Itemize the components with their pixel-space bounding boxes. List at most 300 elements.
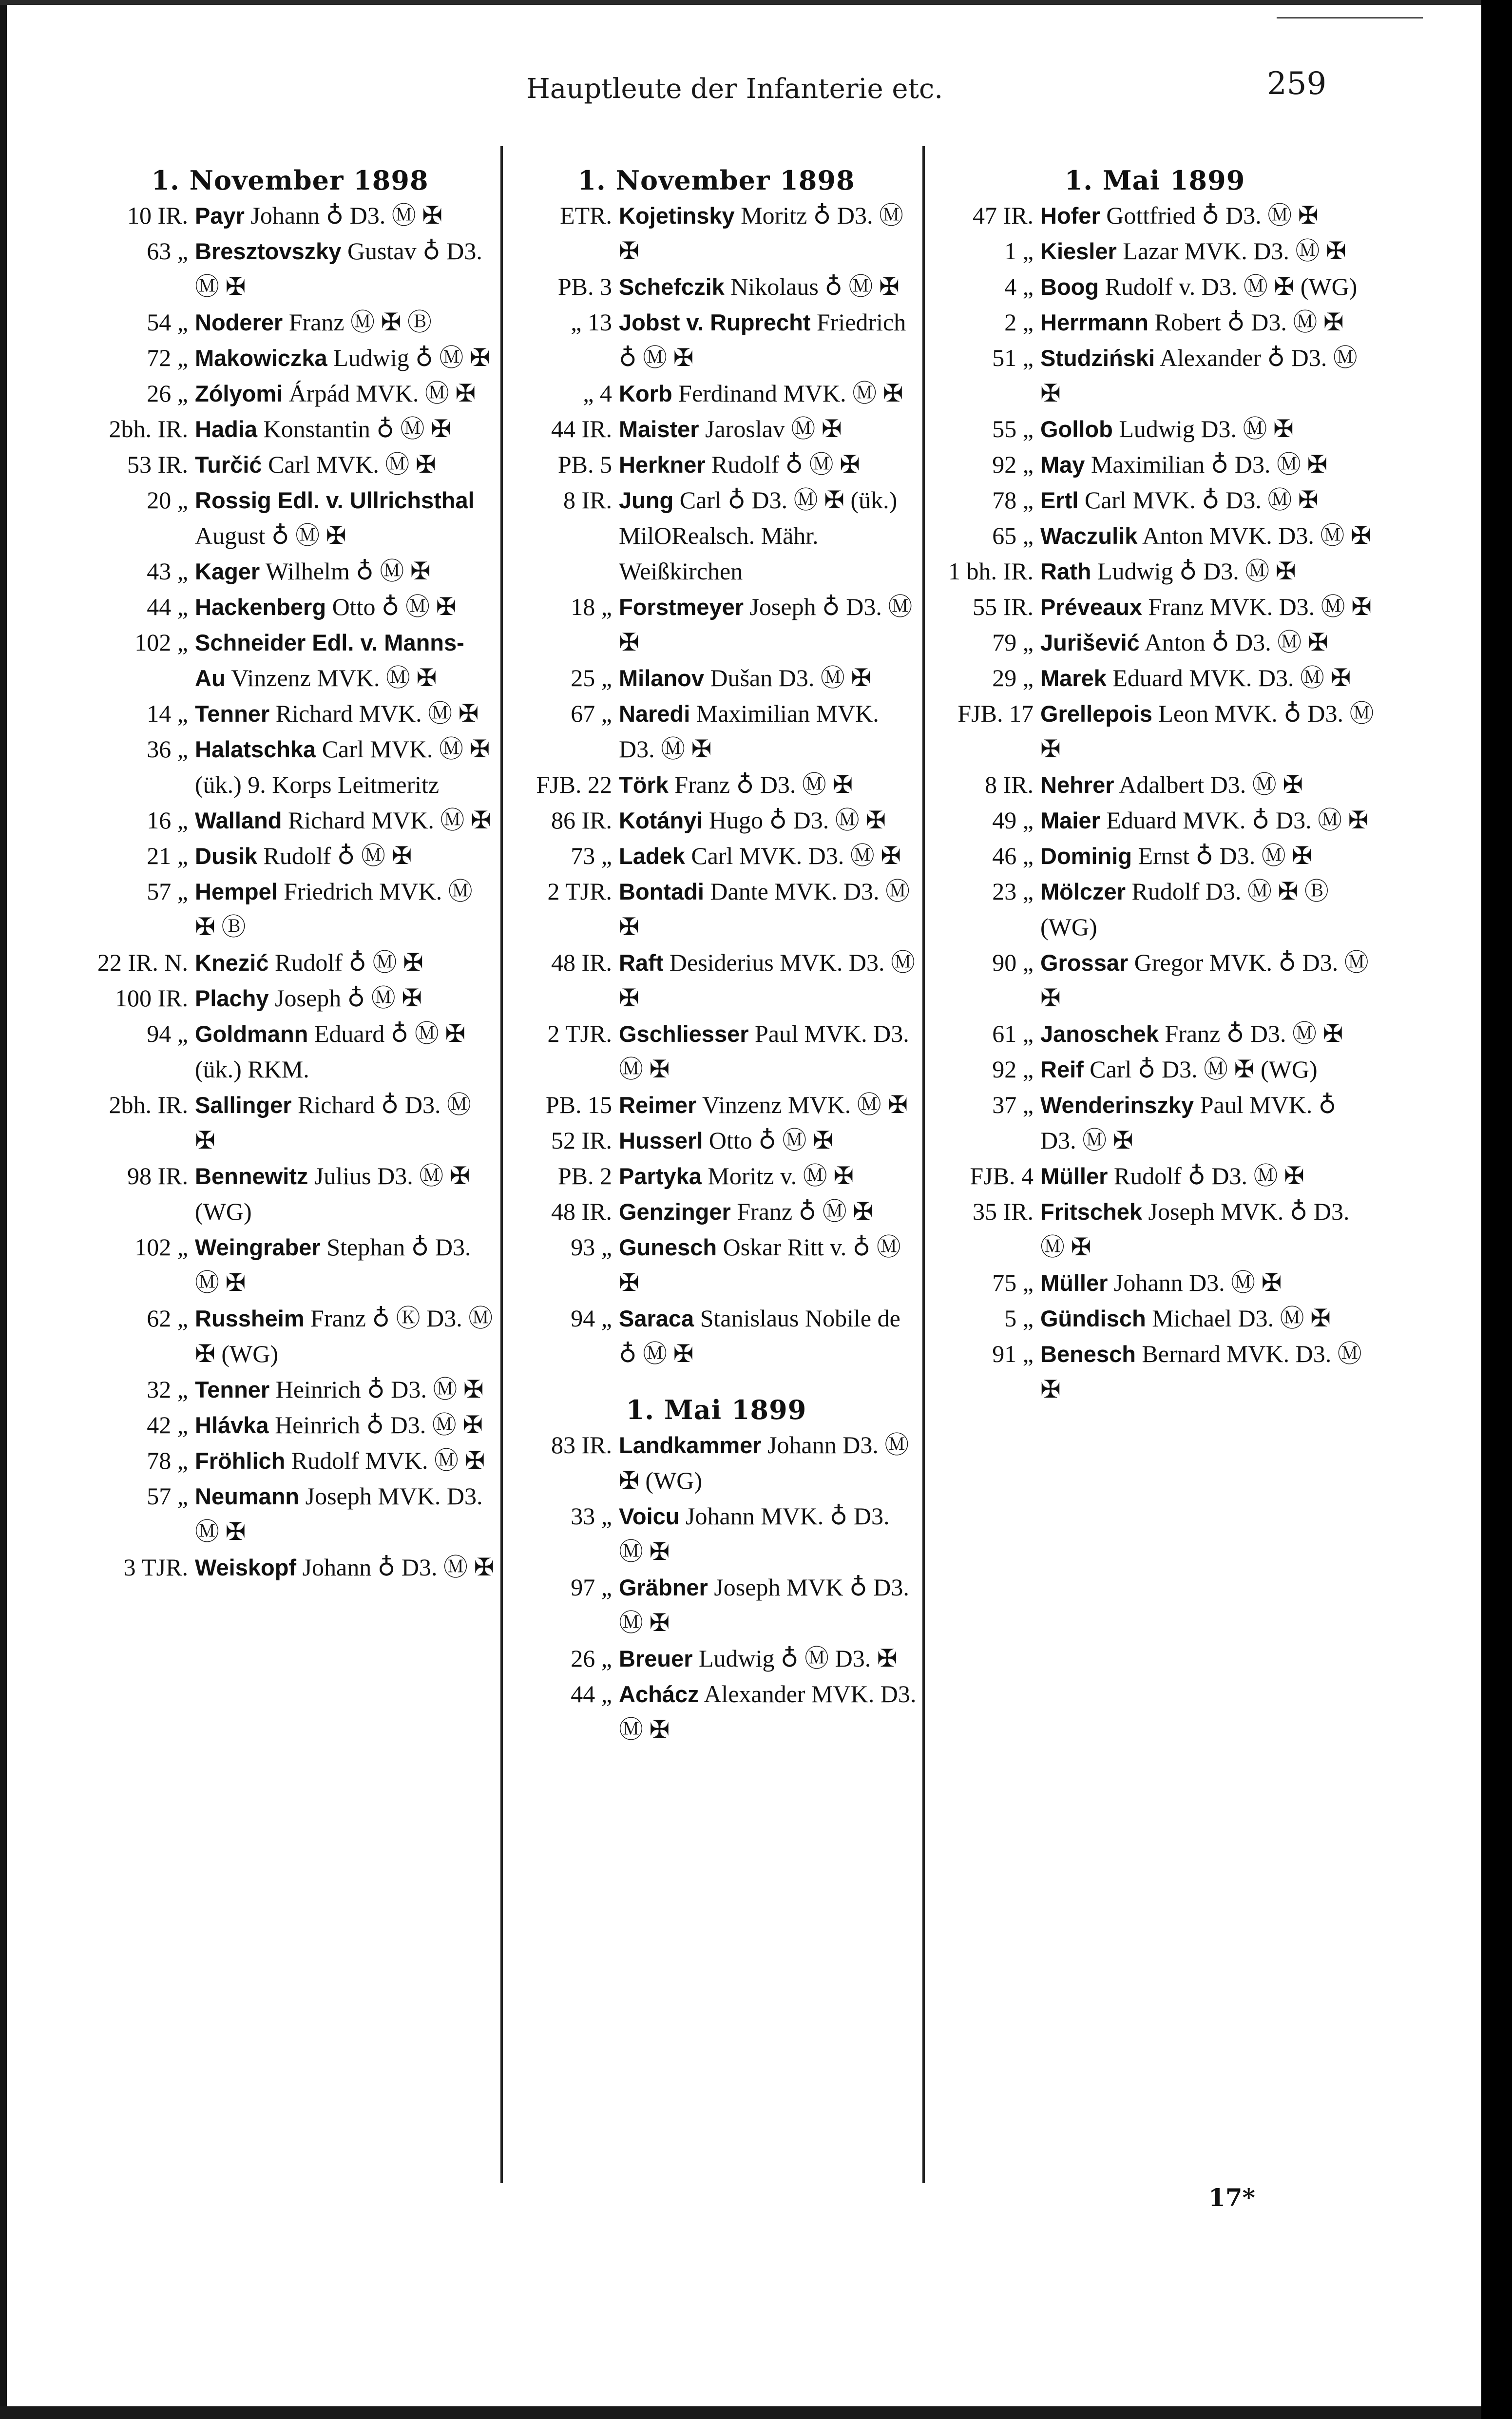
list-item	[936, 874, 1374, 945]
officer-entry	[195, 696, 495, 731]
regiment-label: 48 IR.	[551, 1198, 612, 1225]
regiment-label: PB. 3	[557, 273, 612, 300]
officer-surname: Müller	[1040, 1163, 1108, 1189]
list-item	[936, 233, 1374, 269]
officer-details: Vinzenz MVK. Ⓜ ✠	[231, 664, 437, 691]
officer-details: Franz Ⓜ ✠ Ⓑ	[288, 308, 432, 336]
regiment-label: 35 IR.	[973, 1198, 1034, 1225]
regiment-label: 42 „	[147, 1411, 188, 1439]
officer-surname: Landkammer	[619, 1432, 762, 1458]
officer-details: Maximilian MVK. D3. Ⓜ ✠	[619, 700, 879, 763]
list-item	[85, 447, 495, 482]
officer-details: Maximilian ♁ D3. Ⓜ ✠	[1091, 451, 1328, 478]
list-item	[85, 625, 495, 696]
officer-details: Richard MVK. Ⓜ ✠	[287, 806, 491, 834]
officer-surname: Achácz	[619, 1681, 699, 1707]
list-item	[85, 945, 495, 980]
regiment-label: „ 4	[583, 380, 612, 407]
officer-entry	[619, 1301, 919, 1372]
officer-entry	[619, 411, 919, 447]
officer-details: Johann ♁ D3. Ⓜ ✠	[302, 1554, 495, 1581]
officer-details: Rudolf v. D3. Ⓜ ✠ (WG)	[1105, 273, 1358, 300]
list-item	[514, 1676, 919, 1747]
officer-entry	[619, 376, 919, 411]
officer-entry	[619, 1016, 919, 1087]
list-item	[85, 1372, 495, 1407]
regiment-label: 100 IR.	[115, 984, 188, 1012]
list-item	[936, 767, 1374, 803]
officer-details: Rudolf ♁ D3. Ⓜ ✠	[1113, 1162, 1304, 1190]
section-heading-2: 1. Mai 1899	[626, 1394, 807, 1425]
regiment-label: „ 13	[571, 308, 612, 336]
officer-entry	[619, 447, 919, 482]
officer-details: Franz MVK. D3. Ⓜ ✠	[1148, 593, 1372, 620]
officer-details: August ♁ Ⓜ ✠	[195, 522, 346, 549]
officer-details: Jaroslav Ⓜ ✠	[705, 415, 842, 442]
regiment-label: 20 „	[147, 486, 188, 514]
officer-entry	[195, 1550, 495, 1585]
officer-entry	[1040, 660, 1374, 696]
officer-surname: Kojetinsky	[619, 203, 735, 229]
list-item	[514, 874, 919, 945]
list-item	[85, 980, 495, 1016]
officer-surname: Hlávka	[195, 1412, 269, 1438]
list-item	[514, 660, 919, 696]
regiment-label: PB. 5	[557, 451, 612, 478]
officer-entry	[619, 1427, 919, 1498]
list-item	[85, 1229, 495, 1301]
officer-entry	[195, 1407, 495, 1443]
regiment-label: 83 IR.	[551, 1431, 612, 1459]
regiment-label: 33 „	[571, 1502, 612, 1530]
officer-entry	[1040, 411, 1374, 447]
list-item	[514, 376, 919, 411]
officer-surname: Reimer	[619, 1092, 697, 1118]
officer-entry	[619, 198, 919, 269]
list-item	[936, 1052, 1374, 1087]
regiment-label: 18 „	[571, 593, 612, 620]
officer-surname: Jung	[619, 487, 674, 513]
regiment-label: 1 „	[1004, 237, 1034, 265]
list-item	[936, 198, 1374, 233]
officer-surname: Marek	[1040, 665, 1107, 691]
list-item	[514, 1194, 919, 1229]
officer-details: Carl ♁ D3. Ⓜ ✠ (WG)	[1090, 1056, 1318, 1083]
regiment-label: 25 „	[571, 664, 612, 691]
list-item	[936, 625, 1374, 660]
list-item	[514, 269, 919, 305]
officer-surname: Wenderinszky	[1040, 1092, 1194, 1118]
officer-entry	[619, 269, 919, 305]
officer-entry	[195, 1301, 495, 1372]
list-item	[514, 305, 919, 376]
officer-details: Desiderius MVK. D3. Ⓜ ✠	[619, 949, 916, 1012]
regiment-label: 93 „	[571, 1233, 612, 1261]
regiment-label: 55 IR.	[973, 593, 1034, 620]
officer-surname: Halatschka	[195, 736, 316, 762]
entry-list	[85, 198, 495, 1585]
officer-details: Konstantin ♁ Ⓜ ✠	[263, 415, 451, 442]
officer-details: Eduard MVK. D3. Ⓜ ✠	[1112, 664, 1351, 691]
regiment-label: PB. 2	[557, 1162, 612, 1190]
officer-surname: Sallinger	[195, 1092, 292, 1118]
regiment-label: 26 „	[571, 1645, 612, 1672]
officer-entry	[1040, 269, 1374, 305]
list-item	[514, 1427, 919, 1498]
regiment-label: 37 „	[992, 1091, 1034, 1118]
officer-surname: Nehrer	[1040, 772, 1114, 798]
officer-surname: Ertl	[1040, 487, 1079, 513]
officer-details: Johann MVK. ♁ D3. Ⓜ ✠	[619, 1502, 890, 1565]
regiment-label: 97 „	[571, 1574, 612, 1601]
officer-entry	[195, 838, 495, 874]
officer-details: Gottfried ♁ D3. Ⓜ ✠	[1106, 202, 1319, 229]
officer-surname: Boog	[1040, 274, 1099, 300]
list-item	[85, 340, 495, 376]
officer-details: Michael D3. Ⓜ ✠	[1152, 1305, 1331, 1332]
scan-border-bottom	[0, 2406, 1481, 2419]
list-item	[85, 589, 495, 625]
regiment-label: 62 „	[147, 1305, 188, 1332]
list-item	[85, 305, 495, 340]
officer-details: Friedrich ♁ Ⓜ ✠	[619, 308, 906, 371]
officer-surname: Dominig	[1040, 843, 1132, 869]
officer-details: Gregor MVK. ♁ D3. Ⓜ ✠	[1040, 949, 1369, 1012]
officer-surname: Walland	[195, 807, 282, 833]
officer-entry	[1040, 625, 1374, 660]
officer-details: Carl MVK. D3. Ⓜ ✠	[691, 842, 901, 869]
list-item	[936, 589, 1374, 625]
officer-entry	[195, 980, 495, 1016]
officer-surname: May	[1040, 452, 1085, 478]
officer-entry	[1040, 1158, 1374, 1194]
page-number: 259	[1267, 66, 1327, 102]
regiment-label: 90 „	[992, 949, 1034, 976]
officer-surname: Milanov	[619, 665, 704, 691]
regiment-label: 8 IR.	[563, 486, 612, 514]
regiment-label: 43 „	[147, 557, 188, 585]
officer-entry	[195, 198, 495, 233]
regiment-label: 10 IR.	[127, 202, 188, 229]
officer-entry	[195, 482, 495, 554]
regiment-label: 48 IR.	[551, 949, 612, 976]
list-item	[514, 1570, 919, 1641]
officer-surname: Maister	[619, 416, 699, 442]
officer-entry	[619, 1570, 919, 1641]
regiment-label: 36 „	[147, 735, 188, 763]
scan-mark	[1277, 17, 1423, 19]
officer-entry	[619, 1641, 919, 1676]
regiment-label: 94 „	[571, 1305, 612, 1332]
regiment-label: 91 „	[992, 1340, 1034, 1367]
officer-entry	[619, 1158, 919, 1194]
regiment-label: 94 „	[147, 1020, 188, 1047]
officer-details: Joseph ♁ Ⓜ ✠	[275, 984, 422, 1012]
regiment-label: 54 „	[147, 308, 188, 336]
officer-details: Carl MVK. ♁ D3. Ⓜ ✠	[1084, 486, 1319, 514]
officer-surname: Schefczik	[619, 274, 725, 300]
officer-surname: Törk	[619, 772, 669, 798]
officer-surname: Studziński	[1040, 345, 1155, 371]
officer-entry	[619, 482, 919, 589]
officer-surname: Saraca	[619, 1305, 694, 1331]
officer-details: Carl MVK. Ⓜ ✠ (ük.) 9. Korps Leitmeritz	[195, 735, 490, 798]
officer-entry	[619, 589, 919, 660]
list-item	[936, 554, 1374, 589]
officer-details: Rudolf ♁ Ⓜ ✠	[263, 842, 412, 869]
officer-entry	[195, 376, 495, 411]
list-item	[936, 340, 1374, 411]
list-item	[85, 838, 495, 874]
officer-details: Eduard ♁ Ⓜ ✠ (ük.) RKM.	[195, 1020, 466, 1083]
officer-entry	[1040, 447, 1374, 482]
officer-details: Rudolf MVK. Ⓜ ✠	[291, 1447, 485, 1474]
officer-entry	[619, 696, 919, 767]
list-item	[514, 1641, 919, 1676]
officer-details: Árpád MVK. Ⓜ ✠	[288, 380, 476, 407]
list-item	[514, 945, 919, 1016]
officer-details: Joseph MVK. ♁ D3. Ⓜ ✠	[1040, 1198, 1350, 1261]
regiment-label: 44 „	[147, 593, 188, 620]
scan-border-right	[1481, 0, 1512, 2419]
officer-details: Anton ♁ D3. Ⓜ ✠	[1144, 629, 1328, 656]
officer-surname: Payr	[195, 203, 245, 229]
regiment-label: 29 „	[992, 664, 1034, 691]
officer-entry	[619, 305, 919, 376]
officer-entry	[195, 340, 495, 376]
list-item	[85, 233, 495, 305]
regiment-label: 52 IR.	[551, 1127, 612, 1154]
list-item	[514, 1158, 919, 1194]
officer-surname: Maier	[1040, 807, 1100, 833]
officer-details: Otto ♁ Ⓜ ✠	[708, 1127, 833, 1154]
list-item	[936, 838, 1374, 874]
officer-entry	[619, 1087, 919, 1123]
regiment-label: 46 „	[992, 842, 1034, 869]
officer-entry	[1040, 1016, 1374, 1052]
regiment-label: 47 IR.	[973, 202, 1034, 229]
officer-entry	[619, 1194, 919, 1229]
list-item	[514, 411, 919, 447]
officer-surname: Fritschek	[1040, 1199, 1142, 1225]
regiment-label: 53 IR.	[127, 451, 188, 478]
officer-surname: Herrmann	[1040, 309, 1149, 335]
officer-surname: Breuer	[619, 1646, 693, 1671]
officer-details: Paul MVK. D3. Ⓜ ✠	[619, 1020, 909, 1083]
officer-surname: Rath	[1040, 558, 1091, 584]
list-item	[514, 1498, 919, 1570]
officer-details: Rudolf D3. Ⓜ ✠ Ⓑ (WG)	[1040, 878, 1329, 941]
list-item	[85, 1407, 495, 1443]
list-item	[85, 1478, 495, 1550]
scan-border-left	[0, 0, 7, 2419]
officer-details: Moritz ♁ D3. Ⓜ ✠	[619, 202, 904, 265]
list-item	[85, 874, 495, 945]
officer-details: Joseph ♁ D3. Ⓜ ✠	[619, 593, 913, 656]
officer-details: Adalbert D3. Ⓜ ✠	[1119, 771, 1303, 798]
officer-surname: Bresztovszky	[195, 238, 342, 264]
officer-details: Rudolf ♁ Ⓜ ✠	[275, 949, 423, 976]
officer-surname: Kiesler	[1040, 238, 1117, 264]
officer-surname: Makowiczka	[195, 345, 327, 371]
list-item	[936, 1336, 1374, 1407]
list-item	[514, 589, 919, 660]
officer-entry	[195, 1478, 495, 1550]
officer-entry	[1040, 305, 1374, 340]
officer-surname: Grellepois	[1040, 701, 1152, 727]
regiment-label: FJB. 17	[957, 700, 1034, 727]
officer-details: Stanislaus Nobile de ♁ Ⓜ ✠	[619, 1305, 900, 1367]
officer-surname: Hadia	[195, 416, 257, 442]
officer-entry	[1040, 767, 1374, 803]
officer-surname: Forstmeyer	[619, 594, 744, 620]
officer-details: Ernst ♁ D3. Ⓜ ✠	[1138, 842, 1313, 869]
officer-details: Julius D3. Ⓜ ✠ (WG)	[195, 1162, 470, 1225]
officer-entry	[619, 1676, 919, 1747]
officer-surname: Naredi	[619, 701, 690, 727]
officer-details: Carl MVK. Ⓜ ✠	[268, 451, 436, 478]
officer-surname: Préveaux	[1040, 594, 1143, 620]
list-item	[85, 376, 495, 411]
officer-surname: Tenner	[195, 1377, 270, 1402]
entry-list-2	[514, 1427, 919, 1747]
officer-surname: Fröhlich	[195, 1448, 286, 1474]
officer-details: Johann ♁ D3. Ⓜ ✠	[250, 202, 443, 229]
officer-surname: Jobst v. Ruprecht	[619, 309, 811, 335]
officer-entry	[195, 447, 495, 482]
list-item	[85, 482, 495, 554]
officer-surname: Gräbner	[619, 1574, 708, 1600]
officer-entry	[619, 838, 919, 874]
officer-details: Dante MVK. D3. Ⓜ ✠	[619, 878, 910, 941]
officer-details: Rudolf ♁ Ⓜ ✠	[711, 451, 861, 478]
officer-details: Moritz v. Ⓜ ✠	[708, 1162, 854, 1190]
list-item	[514, 696, 919, 767]
officer-details: Johann D3. Ⓜ ✠	[1113, 1269, 1282, 1296]
list-item	[936, 1301, 1374, 1336]
officer-details: Oskar Ritt v. ♁ Ⓜ ✠	[619, 1233, 901, 1296]
list-item	[514, 767, 919, 803]
officer-entry	[619, 874, 919, 945]
regiment-label: 72 „	[147, 344, 188, 371]
officer-surname: Gündisch	[1040, 1305, 1146, 1331]
officer-entry	[195, 1158, 495, 1229]
officer-surname: Russheim	[195, 1305, 305, 1331]
officer-entry	[1040, 340, 1374, 411]
officer-surname: Goldmann	[195, 1021, 308, 1047]
officer-details: Wilhelm ♁ Ⓜ ✠	[265, 557, 431, 585]
officer-surname: Benesch	[1040, 1341, 1136, 1367]
officer-entry	[1040, 945, 1374, 1016]
list-item	[936, 518, 1374, 554]
officer-details: Robert ♁ D3. Ⓜ ✠	[1154, 308, 1344, 336]
list-item	[514, 1087, 919, 1123]
officer-surname: Knezić	[195, 950, 269, 976]
officer-surname: Hackenberg	[195, 594, 326, 620]
regiment-label: 78 „	[147, 1447, 188, 1474]
officer-surname: Weingraber	[195, 1234, 321, 1260]
regiment-label: 65 „	[992, 522, 1034, 549]
signature-mark: 17*	[1208, 2183, 1255, 2212]
regiment-label: 44 IR.	[551, 415, 612, 442]
officer-details: Eduard MVK. ♁ D3. Ⓜ ✠	[1106, 806, 1369, 834]
list-item	[85, 1550, 495, 1585]
officer-entry	[195, 1229, 495, 1301]
regiment-label: 22 IR. N.	[97, 949, 188, 976]
officer-details: Heinrich ♁ D3. Ⓜ ✠	[275, 1376, 484, 1403]
officer-entry	[619, 1229, 919, 1301]
officer-entry	[1040, 1087, 1374, 1158]
officer-entry	[195, 411, 495, 447]
officer-entry	[619, 660, 919, 696]
officer-details: Ludwig ♁ Ⓜ D3. ✠	[699, 1645, 898, 1672]
officer-details: Franz ♁ Ⓚ D3. Ⓜ ✠ (WG)	[195, 1305, 493, 1367]
regiment-label: 86 IR.	[551, 806, 612, 834]
list-item	[936, 1158, 1374, 1194]
officer-details: Joseph MVK. D3. Ⓜ ✠	[195, 1482, 483, 1545]
officer-details: Franz ♁ Ⓜ ✠	[737, 1198, 874, 1225]
officer-entry	[195, 1087, 495, 1158]
list-item	[85, 554, 495, 589]
list-item	[936, 447, 1374, 482]
regiment-label: FJB. 22	[536, 771, 612, 798]
regiment-label: 98 IR.	[127, 1162, 188, 1190]
officer-surname: Dusik	[195, 843, 257, 869]
list-item	[936, 269, 1374, 305]
officer-surname: Janoschek	[1040, 1021, 1159, 1047]
officer-entry	[1040, 482, 1374, 518]
officer-entry	[195, 1016, 495, 1087]
regiment-label: 51 „	[992, 344, 1034, 371]
list-item	[85, 198, 495, 233]
officer-details: Lazar MVK. D3. Ⓜ ✠	[1123, 237, 1346, 265]
column-2	[514, 156, 919, 2183]
list-item	[514, 838, 919, 874]
list-item	[514, 1123, 919, 1158]
regiment-label: 14 „	[147, 700, 188, 727]
officer-details: Carl ♁ D3. Ⓜ ✠ (ük.) MilORealsch. Mähr. Weißkirchen	[619, 486, 898, 585]
officer-entry	[195, 233, 495, 305]
regiment-label: 2 TJR.	[547, 1020, 612, 1047]
regiment-label: 2bh. IR.	[109, 415, 188, 442]
officer-surname: Rossig Edl. v. Ullrichsthal	[195, 487, 475, 513]
officer-entry	[1040, 838, 1374, 874]
officer-surname: Gollob	[1040, 416, 1113, 442]
column-rule-left	[500, 146, 503, 2183]
officer-entry	[619, 1498, 919, 1570]
officer-details: Richard MVK. Ⓜ ✠	[275, 700, 479, 727]
officer-details: Friedrich MVK. Ⓜ ✠ Ⓑ	[195, 878, 473, 941]
list-item	[85, 411, 495, 447]
list-item	[85, 1301, 495, 1372]
list-item	[85, 1158, 495, 1229]
officer-surname: Husserl	[619, 1128, 703, 1153]
regiment-label: PB. 15	[545, 1091, 612, 1118]
officer-surname: Voicu	[619, 1503, 680, 1529]
officer-entry	[195, 1372, 495, 1407]
officer-details: Ferdinand MVK. Ⓜ ✠	[678, 380, 903, 407]
officer-entry	[1040, 803, 1374, 838]
list-item	[85, 1443, 495, 1478]
officer-surname: Müller	[1040, 1270, 1108, 1296]
officer-details: Dušan D3. Ⓜ ✠	[710, 664, 872, 691]
officer-entry	[195, 1443, 495, 1478]
officer-details: Paul MVK. ♁ D3. Ⓜ ✠	[1040, 1091, 1337, 1154]
list-item	[936, 305, 1374, 340]
list-item	[936, 411, 1374, 447]
regiment-label: FJB. 4	[970, 1162, 1034, 1190]
column-rule-right	[922, 146, 925, 2183]
